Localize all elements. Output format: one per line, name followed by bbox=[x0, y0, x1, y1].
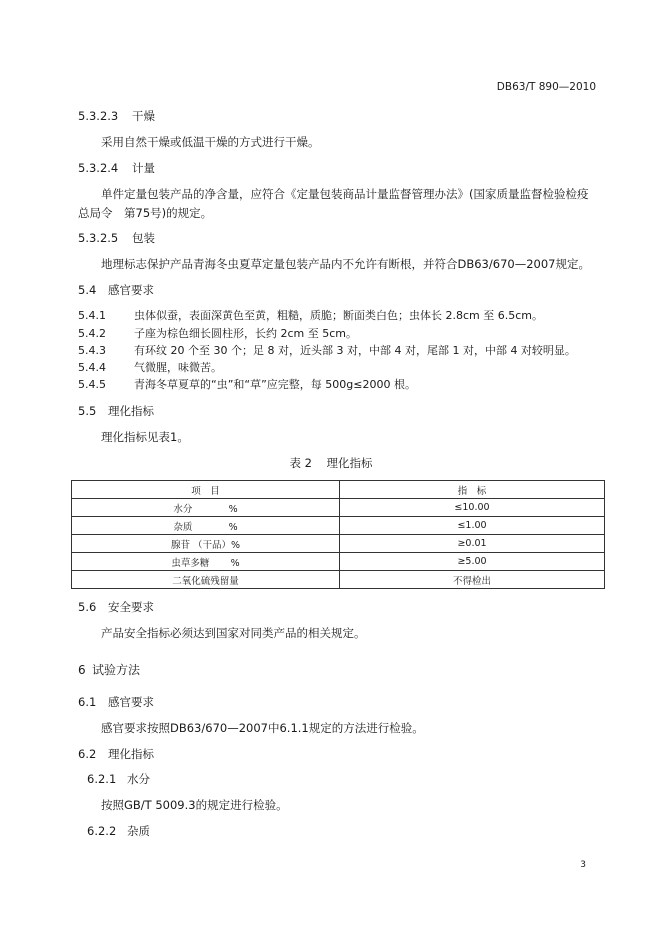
heading-number: 6 bbox=[78, 663, 86, 677]
item-unit: % bbox=[231, 539, 241, 551]
table-cell-item bbox=[72, 499, 340, 517]
heading-title: 理化指标 bbox=[108, 747, 154, 761]
heading-number: 6.2.1 bbox=[87, 772, 117, 786]
table-row bbox=[72, 535, 605, 553]
list-item-text: 子座为棕色细长圆柱形，长约 2cm 至 5cm。 bbox=[134, 327, 358, 340]
table-cell-item bbox=[72, 517, 340, 535]
list-item-number: 5.4.2 bbox=[78, 327, 106, 340]
paragraph-621: 按照GB/T 5009.3的规定进行检验。 bbox=[101, 798, 288, 812]
table-cell-value: 不得检出 bbox=[340, 571, 605, 589]
item-name: 虫草多糖 bbox=[171, 557, 210, 569]
item-name: 二氧化硫残留量 bbox=[172, 575, 239, 587]
standard-code: DB63/T 890—2010 bbox=[496, 81, 596, 93]
heading-621 bbox=[87, 771, 150, 787]
paragraph-5324-line2: 总局令 第75号)的规定。 bbox=[78, 206, 213, 220]
heading-5325 bbox=[78, 230, 155, 246]
heading-title: 感官要求 bbox=[108, 695, 154, 709]
paragraph-55: 理化指标见表1。 bbox=[101, 430, 189, 444]
heading-number: 5.5 bbox=[78, 404, 97, 418]
paragraph-56: 产品安全指标必须达到国家对同类产品的相关规定。 bbox=[101, 626, 366, 640]
list-item-number: 5.4.5 bbox=[78, 378, 106, 391]
table-caption-number: 表 2 bbox=[289, 456, 312, 470]
heading-62 bbox=[78, 746, 154, 762]
table-header-row bbox=[72, 481, 605, 499]
heading-5323 bbox=[78, 108, 155, 124]
table-header-value: 指 标 bbox=[340, 481, 605, 499]
heading-number: 5.4 bbox=[78, 283, 97, 297]
heading-title: 试验方法 bbox=[92, 663, 141, 677]
heading-number: 5.3.2.3 bbox=[78, 109, 119, 123]
table-caption bbox=[0, 455, 662, 471]
list-item-number: 5.4.4 bbox=[78, 361, 106, 374]
list-item bbox=[78, 359, 222, 375]
page-number: 3 bbox=[580, 860, 586, 870]
heading-number: 6.2.2 bbox=[87, 824, 117, 838]
item-unit: % bbox=[230, 557, 240, 569]
item-unit: % bbox=[228, 503, 238, 515]
heading-title: 理化指标 bbox=[108, 404, 154, 418]
heading-number: 5.3.2.5 bbox=[78, 231, 119, 245]
list-item bbox=[78, 342, 576, 358]
paragraph-5325: 地理标志保护产品青海冬虫夏草定量包装产品内不允许有断根，并符合DB63/670—2007规定。 bbox=[101, 257, 590, 271]
table-row bbox=[72, 499, 605, 517]
list-item bbox=[78, 307, 543, 323]
list-item-number: 5.4.1 bbox=[78, 309, 106, 322]
item-name: 杂质 bbox=[173, 521, 193, 533]
spec-table bbox=[71, 480, 605, 589]
table-row bbox=[72, 517, 605, 535]
item-unit: % bbox=[228, 521, 238, 533]
list-item bbox=[78, 325, 357, 341]
heading-number: 6.1 bbox=[78, 695, 97, 709]
list-item-text: 虫体似蚕，表面深黄色至黄，粗糙，质脆；断面类白色；虫体长 2.8cm 至 6.5cm。 bbox=[134, 309, 544, 322]
heading-622 bbox=[87, 823, 150, 839]
list-item-text: 青海冬草夏草的“虫”和“草”应完整，每 500g≤2000 根。 bbox=[134, 378, 416, 391]
table-cell-value: ≤10.00 bbox=[340, 499, 605, 517]
heading-54 bbox=[78, 282, 154, 298]
heading-title: 杂质 bbox=[127, 824, 150, 838]
table-cell-item bbox=[72, 553, 340, 571]
heading-56 bbox=[78, 599, 154, 615]
paragraph-5324-line1: 单件定量包装产品的净含量，应符合《定量包装商品计量监督管理办法》(国家质量监督检验检疫 bbox=[101, 187, 589, 201]
heading-number: 5.3.2.4 bbox=[78, 161, 119, 175]
heading-title: 计量 bbox=[132, 161, 155, 175]
table-cell-item bbox=[72, 535, 340, 553]
heading-number: 6.2 bbox=[78, 747, 97, 761]
heading-61 bbox=[78, 694, 154, 710]
table-row bbox=[72, 571, 605, 589]
table-caption-title: 理化指标 bbox=[326, 456, 373, 470]
paragraph-61: 感官要求按照DB63/670—2007中6.1.1规定的方法进行检验。 bbox=[101, 721, 424, 735]
item-name: 水分 bbox=[173, 503, 193, 515]
list-item-number: 5.4.3 bbox=[78, 344, 106, 357]
list-item-text: 气微腥，味微苦。 bbox=[134, 361, 222, 374]
table-row bbox=[72, 553, 605, 571]
item-name: 腺苷 （干品） bbox=[170, 539, 231, 551]
heading-number: 5.6 bbox=[78, 600, 97, 614]
heading-title: 水分 bbox=[127, 772, 150, 786]
paragraph-5323: 采用自然干燥或低温干燥的方式进行干燥。 bbox=[101, 135, 320, 149]
table-cell-value: ≤1.00 bbox=[340, 517, 605, 535]
list-item-text: 有环纹 20 个至 30 个；足 8 对，近头部 3 对，中部 4 对，尾部 1 对，中部 4 对较明显。 bbox=[134, 344, 576, 357]
heading-6 bbox=[78, 661, 140, 678]
list-item bbox=[78, 376, 416, 392]
table-header-item: 项 目 bbox=[72, 481, 340, 499]
table-cell-value: ≥5.00 bbox=[340, 553, 605, 571]
heading-5324 bbox=[78, 160, 155, 176]
heading-55 bbox=[78, 403, 154, 419]
heading-title: 干燥 bbox=[132, 109, 155, 123]
table-cell-item bbox=[72, 571, 340, 589]
heading-title: 包装 bbox=[132, 231, 155, 245]
table-cell-value: ≥0.01 bbox=[340, 535, 605, 553]
heading-title: 感官要求 bbox=[108, 283, 154, 297]
heading-title: 安全要求 bbox=[108, 600, 154, 614]
